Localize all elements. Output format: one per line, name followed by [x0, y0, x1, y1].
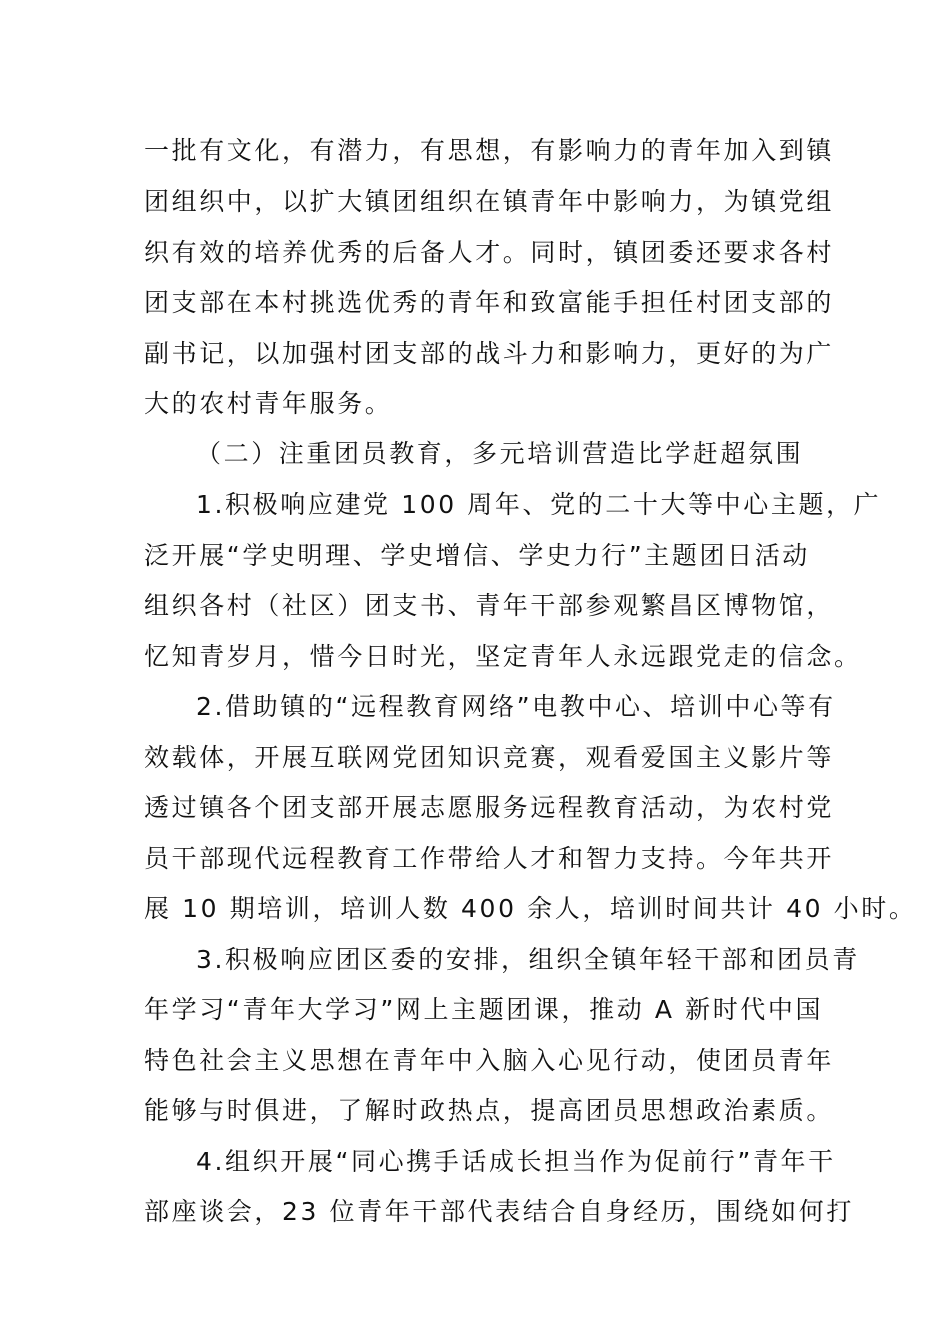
text-line: 织有效的培养优秀的后备人才。同时，镇团委还要求各村: [144, 238, 835, 267]
text-line: 1.积极响应建党 100 周年、党的二十大等中心主题，广: [196, 490, 882, 519]
text-line: 能够与时俱进，了解时政热点，提高团员思想政治素质。: [144, 1096, 835, 1125]
text-line: 团支部在本村挑选优秀的青年和致富能手担任村团支部的: [144, 288, 835, 317]
text-line: 泛开展“学史明理、学史增信、学史力行”主题团日活动: [144, 541, 810, 570]
text-line: 副书记，以加强村团支部的战斗力和影响力，更好的为广: [144, 339, 835, 368]
text-line: 3.积极响应团区委的安排，组织全镇年轻干部和团员青: [196, 945, 860, 974]
text-line: 特色社会主义思想在青年中入脑入心见行动，使团员青年: [144, 1046, 835, 1075]
text-line: 忆知青岁月，惜今日时光，坚定青年人永远跟党走的信念。: [144, 642, 862, 671]
text-line: 4.组织开展“同心携手话成长担当作为促前行”青年干: [196, 1147, 836, 1176]
text-line: 一批有文化，有潜力，有思想，有影响力的青年加入到镇: [144, 136, 835, 165]
text-line: 效载体，开展互联网党团知识竞赛，观看爱国主义影片等: [144, 743, 835, 772]
text-line: 2.借助镇的“远程教育网络”电教中心、培训中心等有: [196, 692, 836, 721]
section-heading: （二）注重团员教育，多元培训营造比学赶超氛围: [196, 439, 804, 468]
text-line: 年学习“青年大学习”网上主题团课，推动 A 新时代中国: [144, 995, 824, 1024]
text-line: 团组织中，以扩大镇团组织在镇青年中影响力，为镇党组: [144, 187, 835, 216]
text-line: 展 10 期培训，培训人数 400 余人，培训时间共计 40 小时。: [144, 894, 917, 923]
text-line: 部座谈会，23 位青年干部代表结合自身经历，围绕如何打: [144, 1197, 854, 1226]
text-line: 组织各村（社区）团支书、青年干部参观繁昌区博物馆，: [144, 591, 835, 620]
text-line: 员干部现代远程教育工作带给人才和智力支持。今年共开: [144, 844, 835, 873]
text-line: 大的农村青年服务。: [144, 389, 393, 418]
text-line: 透过镇各个团支部开展志愿服务远程教育活动，为农村党: [144, 793, 835, 822]
